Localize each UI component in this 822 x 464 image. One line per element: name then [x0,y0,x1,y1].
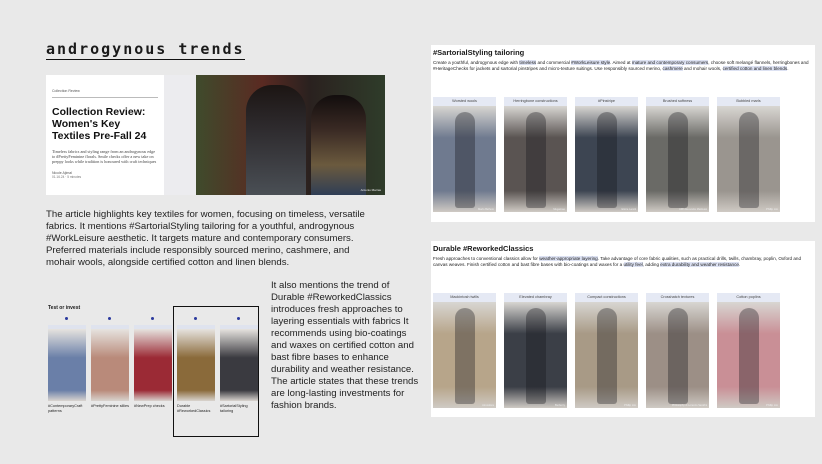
article-card-gap [164,75,196,195]
indicator-dot [237,317,240,320]
description-text: Create a youthful, androgynous edge with [433,60,520,65]
thumbnail-photo [134,329,172,401]
article-kicker: Collection Review [52,89,158,98]
look-label: Bubbled marls [717,97,780,106]
look-label: Worsted wools [433,97,496,106]
photo-credit: Atmosfera [482,404,494,407]
trend-thumbnail[interactable] [134,325,172,409]
look-column[interactable] [504,293,567,408]
trend-thumbnail[interactable] [177,325,215,413]
look-label: Compact constructions [575,293,638,302]
indicator-dot [194,317,197,320]
highlighted-phrase: certified cotton and linen blends [722,66,788,72]
article-title[interactable]: Collection Review: Women's Key Textiles Pre-Fall 24 [52,106,147,142]
description-text: and commercial [536,60,572,65]
thumbnail-photo [220,329,258,401]
look-column[interactable] [575,293,638,408]
highlighted-phrase: extra durability and weather resistance [660,262,739,268]
look-column[interactable] [717,293,780,408]
thumbnail-photo [177,329,215,401]
look-photo [575,302,638,408]
thumbnail-caption: #PrettyFeminine sillies [91,404,129,408]
photo-credit: AMI Alexandre Mattiussi [679,208,707,211]
trend-thumbnail[interactable] [220,325,258,413]
photo-caption: Antonio Marras [360,188,381,192]
look-column[interactable] [433,97,496,212]
model-silhouette [455,308,475,404]
look-photo [504,106,567,212]
photo-credit: Mugarnee [553,208,565,211]
model-silhouette [668,112,688,208]
look-label: Brushed softness [646,97,709,106]
indicator-dot [108,317,111,320]
summary-paragraph-2: It also mentions the trend of Durable #ReworkedClassics introduces fresh approaches to layering essentials with fabrics It recommends using bio-coatings and waxes on certified cotton and bast fibre bases to enhance durability and weather resistance. The article states that these trends are long-lasting investments for fashion brands. [271,280,419,411]
look-column[interactable] [717,97,780,212]
look-photo [504,302,567,408]
look-label: Crosshatch textures [646,293,709,302]
look-photo [717,302,780,408]
description-text: . [738,262,741,268]
look-label: Cotton poplins [717,293,780,302]
article-card-text [46,75,164,195]
indicator-dot [65,317,68,320]
test-or-invest-label: Test or invest [48,305,81,311]
highlighted-phrase: mature and contemporary consumers [631,60,709,65]
panel-description [431,253,815,268]
description-text: . Aimed at [610,60,632,65]
description-text: . Take advantage of core fabric qualities, such as practical drills, twills, chambray, poplin, Oxford and canvas weaves. Finish certified cotton and bast fibre bases with bio-coatings and waxes for a [433,256,802,268]
photo-credit: Ettore Lamiti [621,208,636,211]
description-text: , adding [642,262,661,268]
look-column[interactable] [575,97,638,212]
look-column[interactable] [646,97,709,212]
thumbnail-caption: #ContemporaryCraft patterns [48,404,83,413]
look-label: Herringbone constructions [504,97,567,106]
test-or-invest-panel [46,305,258,433]
model-silhouette [739,308,759,404]
model-silhouette [739,112,759,208]
photo-credit: Phillip Lim [766,404,778,407]
photo-figure-right [311,95,366,195]
model-silhouette [526,308,546,404]
photo-credit: Marlo Belhom [477,208,494,211]
thumbnail-caption: #NewPrep checks [134,404,165,408]
photo-figure-left [246,85,306,195]
look-photo [717,106,780,212]
description-text: . [787,66,789,72]
look-label: Elevated chambray [504,293,567,302]
description-text: Fresh approaches to conventional classics allow for [433,256,540,261]
trend-thumbnail[interactable] [48,325,86,413]
model-silhouette [526,112,546,208]
highlighted-phrase: weather-appropriate layering [539,256,598,261]
article-description: Timeless fabrics and styling range from an androgynous edge to #PrettyFeminine florals. Smile checks offer a new take on preppy looks while tradition is honoured with craft techniques [52,149,157,165]
article-card[interactable] [46,75,385,195]
look-label: #Pinstripe [575,97,638,106]
sartorial-styling-panel [431,45,815,222]
panel-description [431,57,815,72]
thumbnail-caption: Durable #ReworkedClassics [177,404,211,413]
panel-title: Durable #ReworkedClassics [433,244,534,253]
look-photo [575,106,638,212]
thumbnail-caption: #SartorialStyling tailoring [220,404,248,413]
photo-credit: Burberry [555,404,565,407]
panel-title: #SartorialStyling tailoring [433,48,525,57]
indicator-dot [151,317,154,320]
trend-thumbnail[interactable] [91,325,129,409]
article-meta: 01.16.24 · 5 minutes [52,174,82,179]
article-author: Nicole Ajimal [52,170,73,175]
look-photo [433,106,496,212]
model-silhouette [455,112,475,208]
photo-credit: Phillip Lim [766,208,778,211]
photo-credit: Phillip Lim [624,404,636,407]
highlighted-phrase: cashmere [662,66,683,72]
look-column[interactable] [504,97,567,212]
look-column[interactable] [646,293,709,408]
article-photo [196,75,385,195]
highlighted-phrase: #WorkLeisure style [571,60,611,65]
model-silhouette [668,308,688,404]
description-text: , choose soft melangé flannels, herringbones and #HeritageChecks for jackets and sartorial pinstripes and micro-texture suitings. Use responsibly sourced merino, [433,60,809,72]
photo-credit: Philosophy di Lorenzo Serafini [671,404,707,407]
model-silhouette [597,308,617,404]
look-photo [433,302,496,408]
thumbnail-photo [48,329,86,401]
highlighted-phrase: utility feel [623,262,643,268]
reworked-classics-panel [431,241,815,417]
thumbnail-photo [91,329,129,401]
description-text: and mohair wools, [682,66,723,72]
look-column[interactable] [433,293,496,408]
page-heading: androgynous trends [46,40,245,58]
look-photo [646,106,709,212]
look-label: Mackintosh twills [433,293,496,302]
summary-paragraph-1: The article highlights key textiles for women, focusing on timeless, versatile fabrics. It mentions #SartorialStyling tailoring for a youthful, androgynous #WorkLeisure aesthetic. It targets mature and contemporary consumers. Preferred materials include responsibly sourced merino, cashmere, and mohair wools, alongside certified cotton and linen blends. [46,209,365,268]
model-silhouette [597,112,617,208]
highlighted-phrase: timeless [519,60,537,65]
look-photo [646,302,709,408]
